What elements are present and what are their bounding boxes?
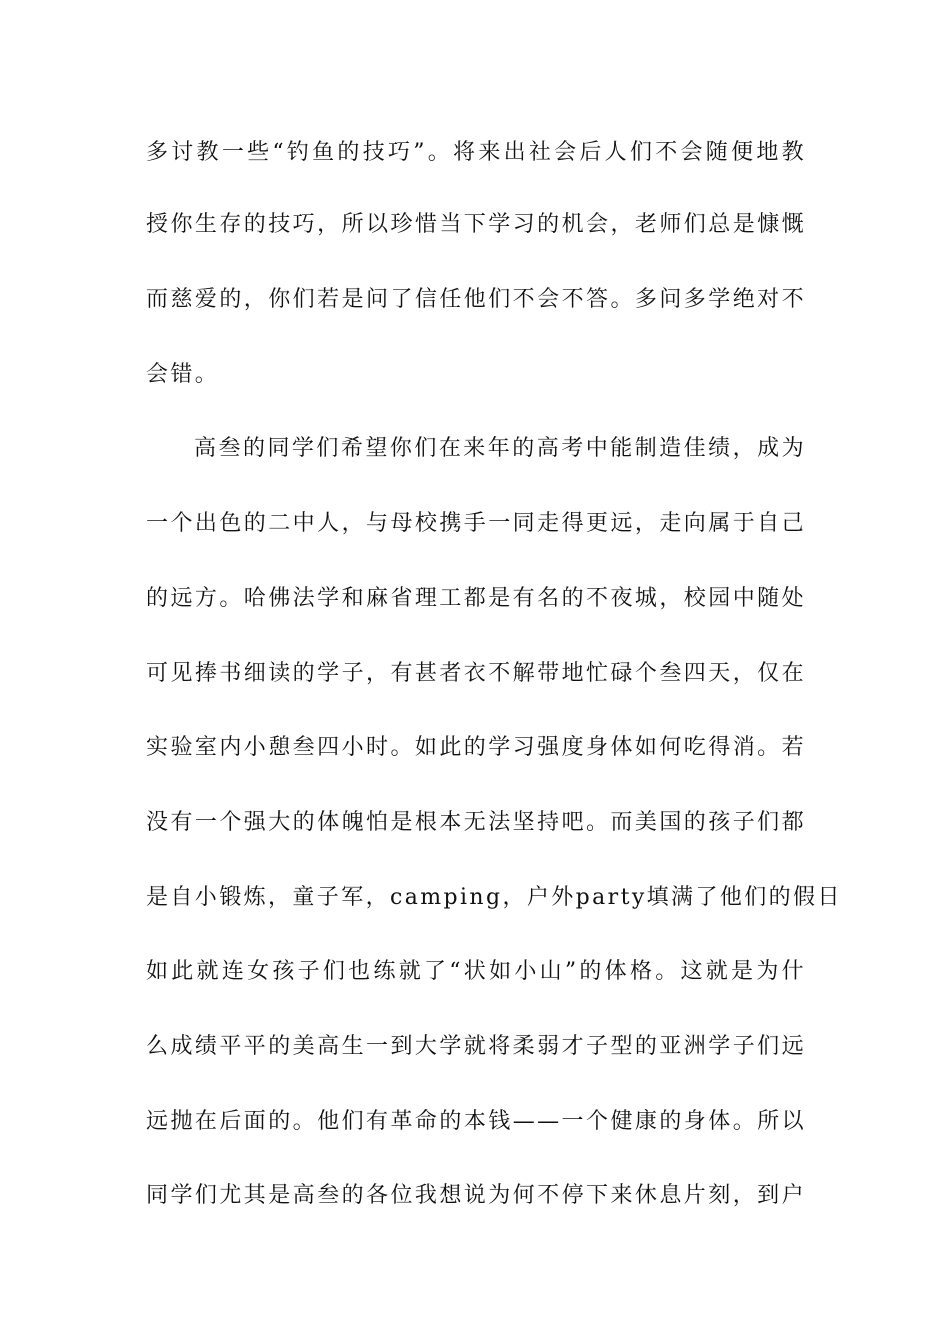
text-line: 同学们尤其是高叁的各位我想说为何不停下来休息片刻，到户: [146, 1183, 806, 1208]
paragraph-first-line: 高叁的同学们希望你们在来年的高考中能制造佳绩，成为: [194, 436, 806, 461]
text-line: 是自小锻炼，童子军，camping，户外party填满了他们的假日: [146, 885, 842, 910]
text-line: 而慈爱的，你们若是问了信任他们不会不答。多问多学绝对不: [146, 287, 806, 312]
text-line: 么成绩平平的美高生一到大学就将柔弱才子型的亚洲学子们远: [146, 1034, 806, 1059]
text-line: 实验室内小憩叁四小时。如此的学习强度身体如何吃得消。若: [146, 735, 806, 760]
text-line: 可见捧书细读的学子，有甚者衣不解带地忙碌个叁四天，仅在: [146, 661, 806, 686]
text-line: 多讨教一些“钓鱼的技巧”。将来出社会后人们不会随便地教: [146, 140, 806, 165]
text-line: 授你生存的技巧，所以珍惜当下学习的机会，老师们总是慷慨: [146, 212, 806, 237]
text-line: 如此就连女孩子们也练就了“状如小山”的体格。这就是为什: [146, 959, 806, 984]
text-line: 远抛在后面的。他们有革命的本钱——一个健康的身体。所以: [146, 1109, 806, 1134]
text-line: 一个出色的二中人，与母校携手一同走得更远，走向属于自己: [146, 511, 806, 536]
text-line: 会错。: [146, 362, 220, 387]
text-line: 没有一个强大的体魄怕是根本无法坚持吧。而美国的孩子们都: [146, 810, 806, 835]
text-line: 的远方。哈佛法学和麻省理工都是有名的不夜城，校园中随处: [146, 586, 806, 611]
